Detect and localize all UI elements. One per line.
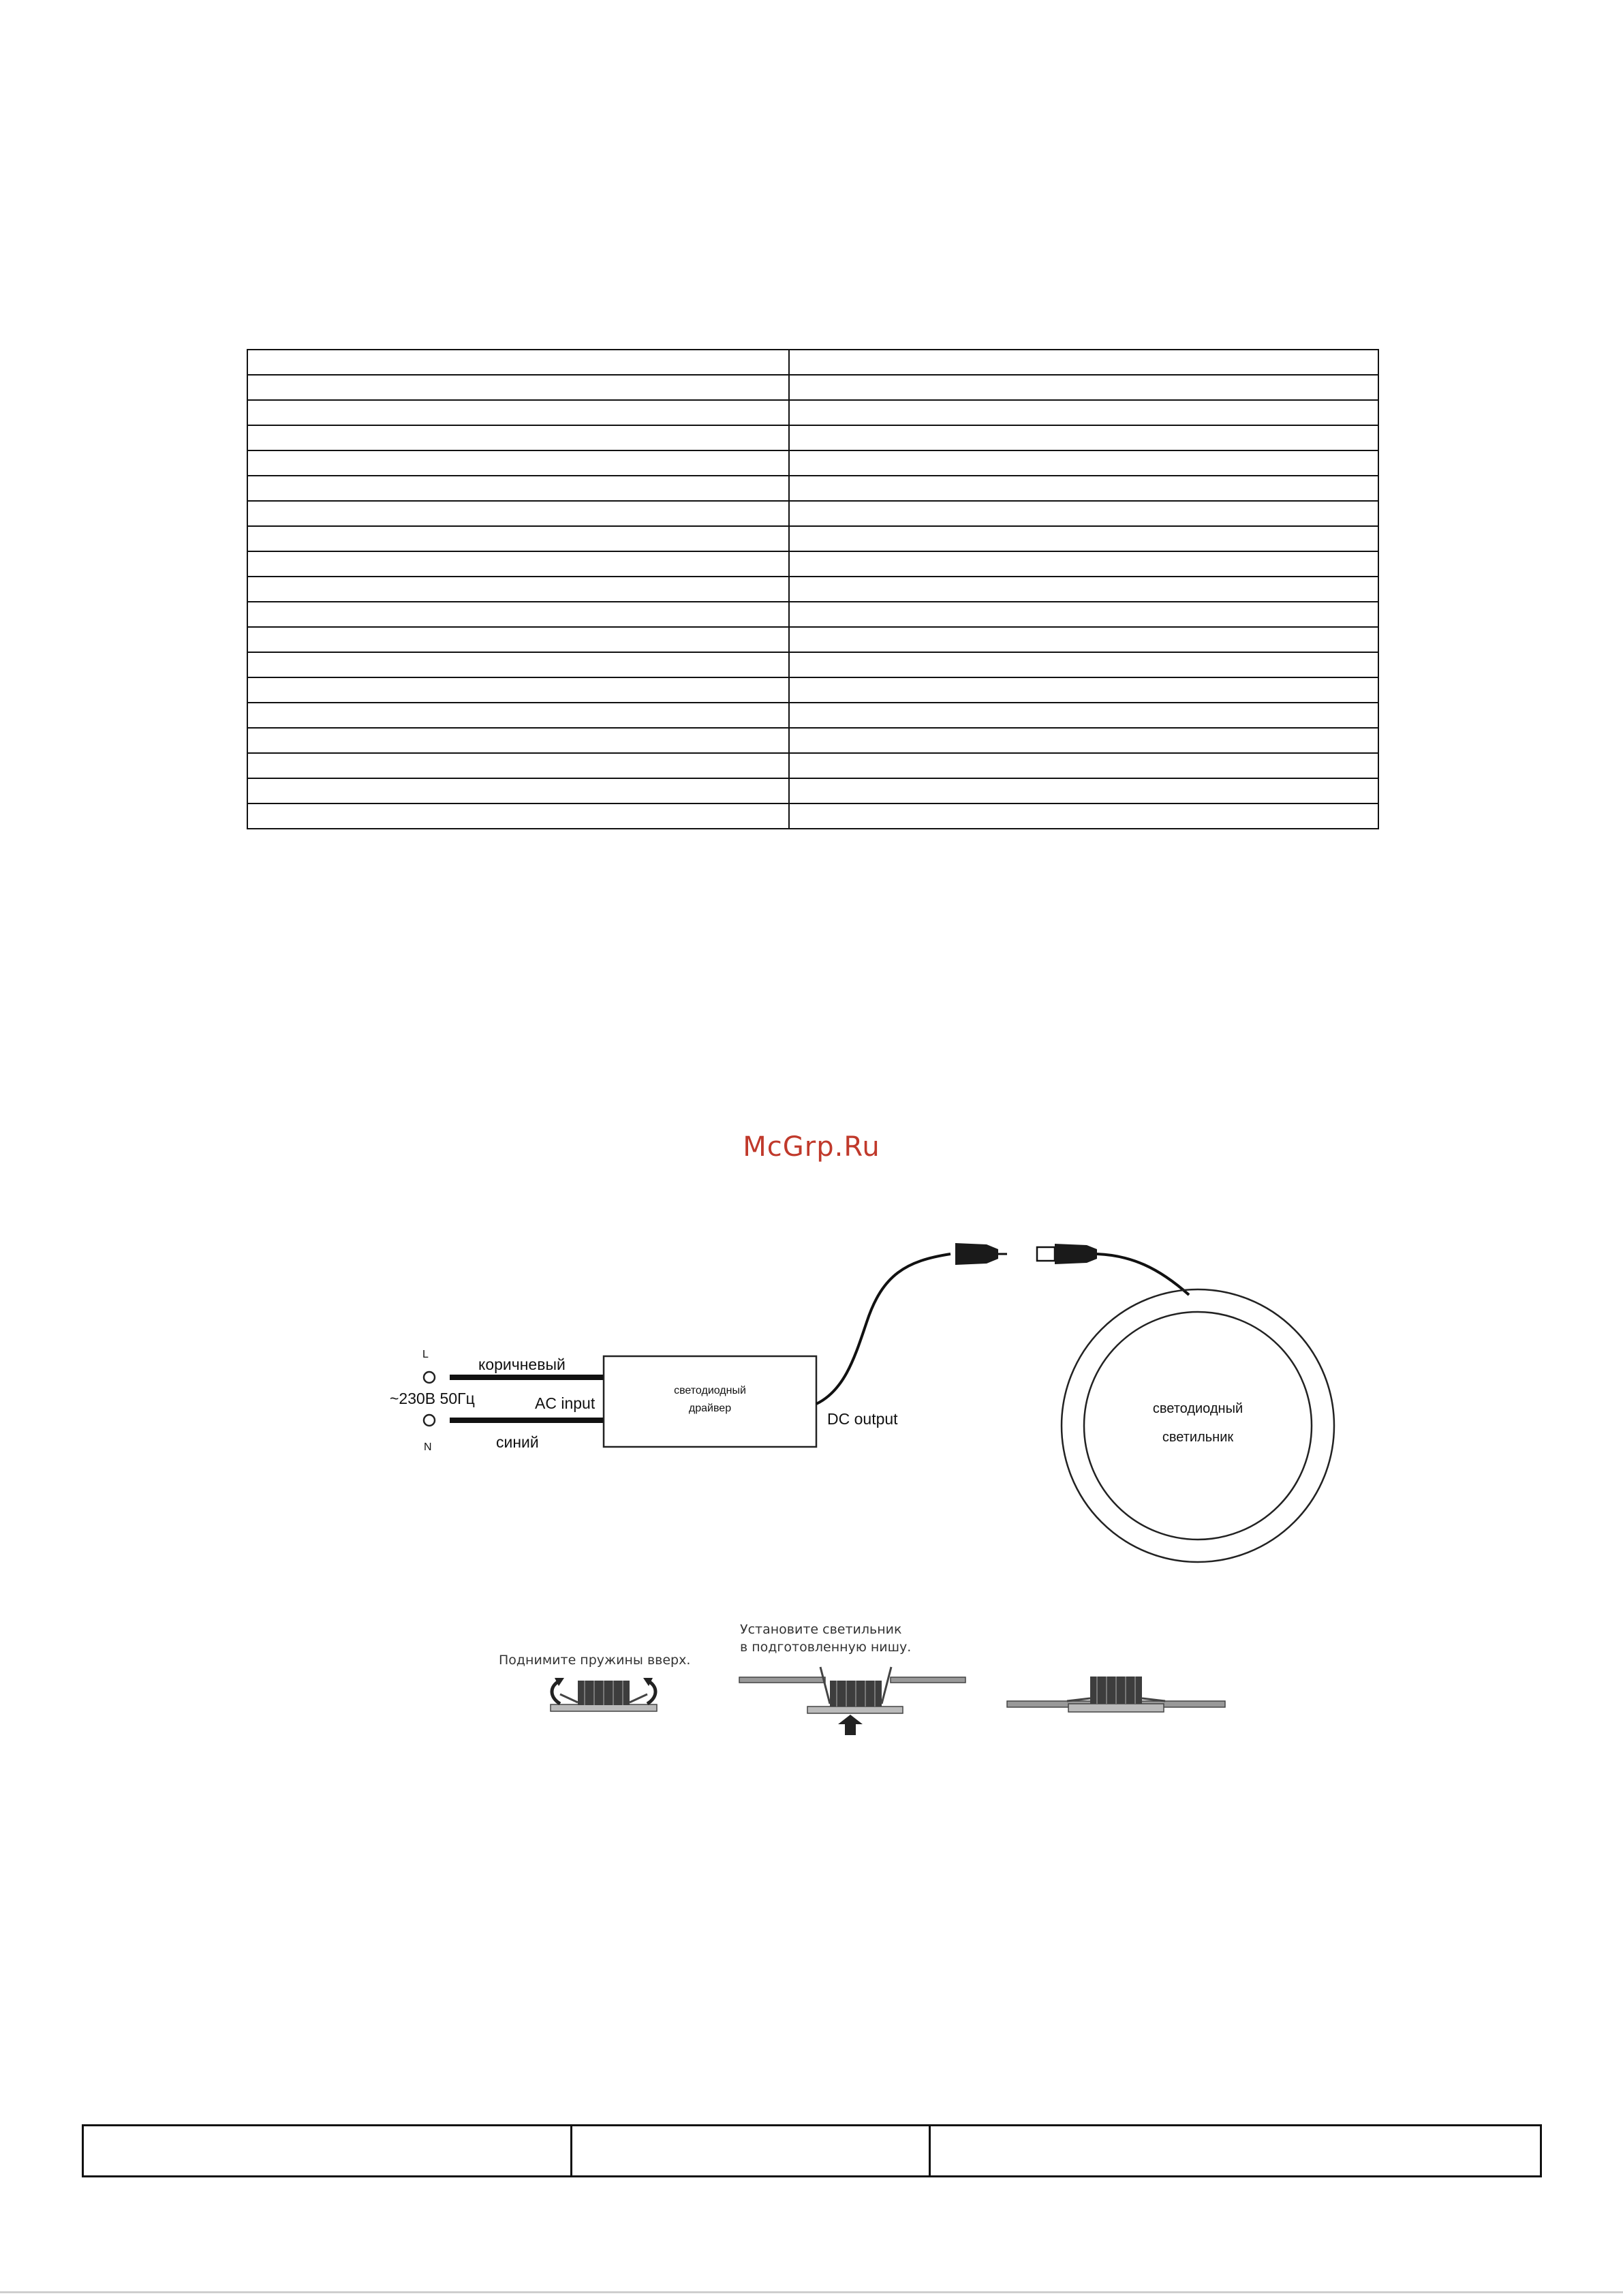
terminal-l-icon [424, 1372, 435, 1383]
luminaire-cable [1097, 1254, 1189, 1295]
driver-label-line2: драйвер [688, 1403, 732, 1414]
ac-input-label: AC input [535, 1394, 596, 1412]
footer-cell [930, 2126, 1541, 2177]
step2-ceiling-left [739, 1677, 825, 1683]
luminaire-outer-ring [1062, 1289, 1334, 1562]
step1-trim-plate [551, 1704, 657, 1711]
dc-output-cable [816, 1254, 950, 1404]
page-bottom-rule [0, 2291, 1623, 2293]
luminaire-label-line1: светодиодный [1152, 1401, 1243, 1416]
luminaire-inner-ring [1084, 1312, 1312, 1540]
blue-wire-label: синий [496, 1433, 539, 1451]
step2-label-line1: Установите светильник [740, 1622, 902, 1637]
driver-label-line1: светодиодный [674, 1385, 746, 1396]
watermark-text: McGrp.Ru [743, 1131, 880, 1163]
step2-trim-plate [807, 1706, 903, 1713]
led-driver-box [604, 1356, 816, 1447]
step1-label: Поднимите пружины вверх. [499, 1653, 691, 1668]
supply-label: ~230В 50Гц [390, 1390, 475, 1407]
dc-output-label: DC output [827, 1410, 898, 1428]
footer-cell [572, 2126, 930, 2177]
step2-label-line2: в подготовленную нишу. [740, 1640, 912, 1655]
wiring-diagram [390, 1243, 1334, 1562]
step2-up-arrow-icon [838, 1715, 863, 1735]
dc-plug-female-icon [955, 1243, 998, 1265]
luminaire-label-line2: светильник [1162, 1430, 1234, 1445]
dc-plug-male-icon [1055, 1244, 1097, 1264]
step2-ceiling-right [891, 1677, 965, 1683]
installation-steps [499, 1622, 1225, 1735]
dc-plug-male-pin-icon [1037, 1247, 1055, 1261]
footer-cell [83, 2126, 572, 2177]
footer-table [82, 2124, 1542, 2177]
step3-trim-plate [1068, 1704, 1164, 1712]
terminal-n-icon [424, 1415, 435, 1426]
terminal-n-label: N [424, 1441, 432, 1453]
terminal-l-label: L [422, 1349, 429, 1360]
brown-wire-label: коричневый [478, 1356, 566, 1373]
